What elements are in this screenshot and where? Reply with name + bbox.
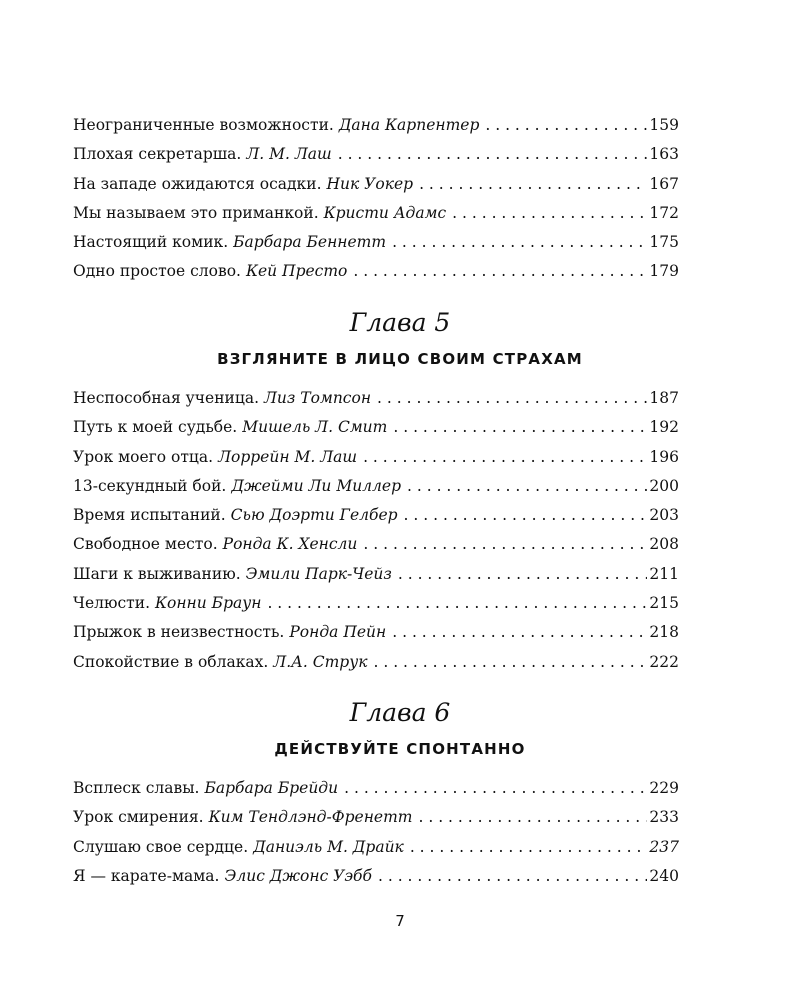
- dot-leader: [393, 413, 647, 442]
- entry-page: 229: [649, 779, 679, 797]
- chapter-6-title: Глава 6: [349, 698, 451, 727]
- entry-title: 13-секундный бой.: [73, 476, 227, 495]
- toc-entry: [73, 560, 679, 589]
- entry-title: Челюсти.: [73, 594, 151, 613]
- toc-entry: [73, 618, 679, 647]
- entry-page: 163: [649, 145, 679, 164]
- page-number: 7: [395, 912, 405, 930]
- entry-author: Барбара Брейди: [204, 779, 339, 797]
- entry-author: Ким Тендлэнд-Френетт: [208, 808, 413, 827]
- entry-author: Даниэль М. Драйк: [253, 837, 404, 856]
- entry-title: Прыжок в неизвестность.: [73, 623, 285, 642]
- toc-entry: [73, 443, 679, 472]
- entry-author: Дана Карпентер: [338, 116, 480, 134]
- entry-author: Ронда К. Хенсли: [222, 535, 358, 554]
- toc-entry: [73, 257, 679, 286]
- entry-page: 222: [649, 652, 679, 671]
- entry-author: Джейми Ли Миллер: [231, 476, 402, 495]
- dot-leader: [344, 774, 647, 803]
- dot-leader: [373, 648, 647, 677]
- toc-entry: [73, 472, 679, 501]
- entry-title: Мы называем это приманкой.: [73, 203, 319, 222]
- entry-page: 203: [649, 506, 679, 525]
- entry-page: 237: [649, 837, 679, 856]
- entry-page: 200: [649, 476, 679, 495]
- entry-title: Свободное место.: [73, 535, 218, 554]
- dot-leader: [404, 501, 648, 530]
- entry-page: 159: [649, 116, 679, 134]
- dot-leader: [452, 199, 647, 228]
- entry-page: 175: [649, 233, 679, 252]
- toc-entry: [73, 833, 679, 862]
- entry-page: 240: [649, 866, 679, 885]
- toc-entry: [73, 530, 679, 559]
- dot-leader: [363, 443, 647, 472]
- toc-section-chapter-6: [73, 774, 679, 891]
- dot-leader: [398, 560, 648, 589]
- toc-entry: [73, 589, 679, 618]
- entry-page: 215: [649, 594, 679, 613]
- entry-title: Неограниченные возможности.: [73, 116, 334, 134]
- entry-author: Сью Доэрти Гелбер: [230, 506, 398, 525]
- dot-leader: [419, 170, 647, 199]
- entry-title: Время испытаний.: [73, 506, 226, 525]
- entry-title: На западе ожидаются осадки.: [73, 174, 322, 193]
- entry-page: 211: [649, 564, 679, 583]
- toc-entry: [73, 140, 679, 169]
- entry-author: Кей Престо: [245, 262, 348, 281]
- dot-leader: [392, 228, 647, 257]
- dot-leader: [410, 833, 648, 862]
- entry-page: 233: [649, 808, 679, 827]
- entry-page: 187: [649, 389, 679, 407]
- entry-page: 208: [649, 535, 679, 554]
- toc-entry: [73, 803, 679, 832]
- entry-author: Эмили Парк-Чейз: [245, 564, 392, 583]
- entry-title: Плохая секретарша.: [73, 145, 242, 164]
- entry-title: Шаги к выживанию.: [73, 564, 241, 583]
- entry-page: 196: [649, 447, 679, 466]
- toc-entry: [73, 170, 679, 199]
- toc-entry: [73, 501, 679, 530]
- entry-page: 218: [649, 623, 679, 642]
- entry-page: 167: [649, 174, 679, 193]
- dot-leader: [407, 472, 647, 501]
- toc-entry: [73, 648, 679, 677]
- dot-leader: [418, 803, 647, 832]
- entry-page: 192: [649, 418, 679, 437]
- entry-title: Урок моего отца.: [73, 447, 214, 466]
- toc-entry: [73, 413, 679, 442]
- entry-title: Одно простое слово.: [73, 262, 241, 281]
- dot-leader: [378, 862, 647, 891]
- entry-author: Барбара Беннетт: [233, 233, 387, 252]
- entry-author: Мишель Л. Смит: [242, 418, 388, 437]
- toc-section-previous: [73, 111, 679, 287]
- entry-author: Лоррейн М. Лаш: [218, 447, 358, 466]
- entry-author: Кристи Адамс: [323, 203, 447, 222]
- chapter-5-title: Глава 5: [349, 308, 451, 337]
- entry-author: Ронда Пейн: [289, 623, 387, 642]
- dot-leader: [392, 618, 647, 647]
- dot-leader: [267, 589, 647, 618]
- entry-author: Ник Уокер: [326, 174, 414, 193]
- entry-title: Я — карате-мама.: [73, 866, 220, 885]
- entry-title: Всплеск славы.: [73, 779, 200, 797]
- toc-entry: [73, 862, 679, 891]
- chapter-6-subtitle: ДЕЙСТВУЙТЕ СПОНТАННО: [274, 740, 526, 758]
- dot-leader: [485, 111, 647, 140]
- entry-author: Элис Джонс Уэбб: [224, 866, 372, 885]
- dot-leader: [353, 257, 647, 286]
- toc-entry: [73, 199, 679, 228]
- entry-title: Путь к моей судьбе.: [73, 418, 238, 437]
- dot-leader: [363, 530, 647, 559]
- entry-title: Спокойствие в облаках.: [73, 652, 269, 671]
- entry-title: Настоящий комик.: [73, 233, 229, 252]
- entry-author: Л. М. Лаш: [246, 145, 332, 164]
- entry-title: Урок смирения.: [73, 808, 204, 827]
- entry-author: Л.А. Струк: [273, 652, 368, 671]
- toc-entry: [73, 111, 679, 140]
- entry-author: Лиз Томпсон: [264, 389, 372, 407]
- toc-entry: [73, 384, 679, 413]
- toc-section-chapter-5: [73, 384, 679, 677]
- dot-leader: [338, 140, 648, 169]
- dot-leader: [377, 384, 647, 413]
- entry-page: 179: [649, 262, 679, 281]
- entry-author: Конни Браун: [155, 594, 262, 613]
- entry-title: Слушаю свое сердце.: [73, 837, 249, 856]
- entry-title: Неспособная ученица.: [73, 389, 259, 407]
- entry-page: 172: [649, 203, 679, 222]
- toc-entry: [73, 774, 679, 803]
- toc-entry: [73, 228, 679, 257]
- chapter-5-subtitle: ВЗГЛЯНИТЕ В ЛИЦО СВОИМ СТРАХАМ: [217, 350, 583, 368]
